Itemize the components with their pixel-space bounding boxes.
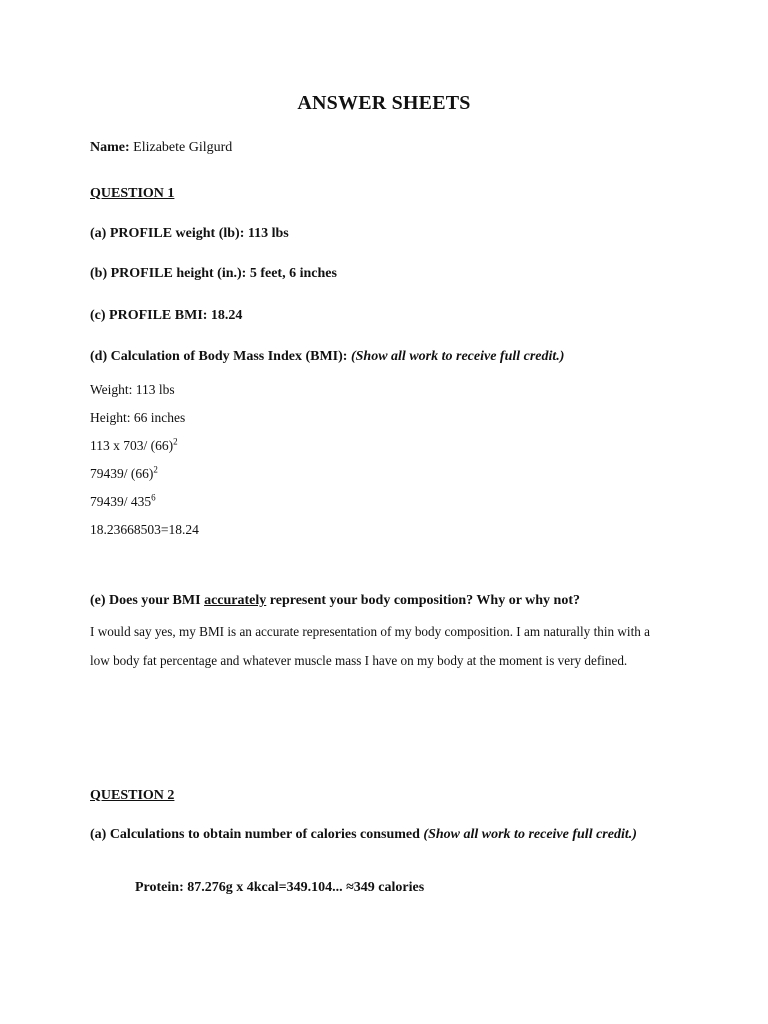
- q2-a-label-block: [90, 827, 660, 842]
- q1-c-bmi: (c) PROFILE BMI: 18.24: [90, 308, 243, 323]
- q2-a-note: (Show all work to receive full credit.): [423, 827, 637, 842]
- work-step-2-exponent: 2: [153, 464, 158, 475]
- work-step-3-superscript: 6: [151, 492, 156, 503]
- question-1-heading: QUESTION 1: [90, 186, 175, 201]
- work-step-2: [90, 466, 158, 482]
- work-step-2-text: 79439/ (66): [90, 466, 154, 481]
- q1-d-label-line: [90, 349, 564, 365]
- q1-d-note: (Show all work to receive full credit.): [350, 349, 565, 364]
- q1-e-label-underlined: accurately: [204, 593, 267, 608]
- question-2-heading: QUESTION 2: [90, 788, 175, 803]
- work-result: 18.23668503=18.24: [90, 522, 199, 537]
- work-step-1: [90, 438, 178, 454]
- q1-e-label-before: (e) Does your BMI: [90, 593, 205, 608]
- q1-a-weight: (a) PROFILE weight (lb): 113 lbs: [90, 226, 289, 241]
- work-step-1-text: 113 x 703/ (66): [90, 438, 174, 453]
- q2-protein-line: Protein: 87.276g x 4kcal=349.104... ≈349 calories: [135, 880, 425, 895]
- q1-e-answer: I would say yes, my BMI is an accurate representation of my body composition. I am naturally thin with a low body fat percentage and whatever muscle mass I have on my body at the moment is very defined.: [90, 624, 650, 668]
- work-step-3-text: 79439/ 435: [90, 494, 152, 509]
- q1-e-label-after: represent your body composition? Why or why not?: [266, 593, 581, 608]
- name-label: Name:: [90, 140, 130, 155]
- page-title: ANSWER SHEETS: [297, 92, 471, 114]
- work-step-3: [90, 494, 156, 510]
- name-value: Elizabete Gilgurd: [133, 140, 233, 155]
- work-height: Height: 66 inches: [90, 410, 186, 425]
- name-line: [90, 140, 232, 156]
- q1-b-height: (b) PROFILE height (in.): 5 feet, 6 inches: [90, 266, 337, 281]
- q1-e-label: [90, 593, 580, 609]
- q1-d-label: (d) Calculation of Body Mass Index (BMI):: [90, 349, 348, 364]
- q2-a-label: (a) Calculations to obtain number of calories consumed: [90, 827, 420, 842]
- work-weight: Weight: 113 lbs: [90, 382, 175, 397]
- work-step-1-exponent: 2: [173, 436, 178, 447]
